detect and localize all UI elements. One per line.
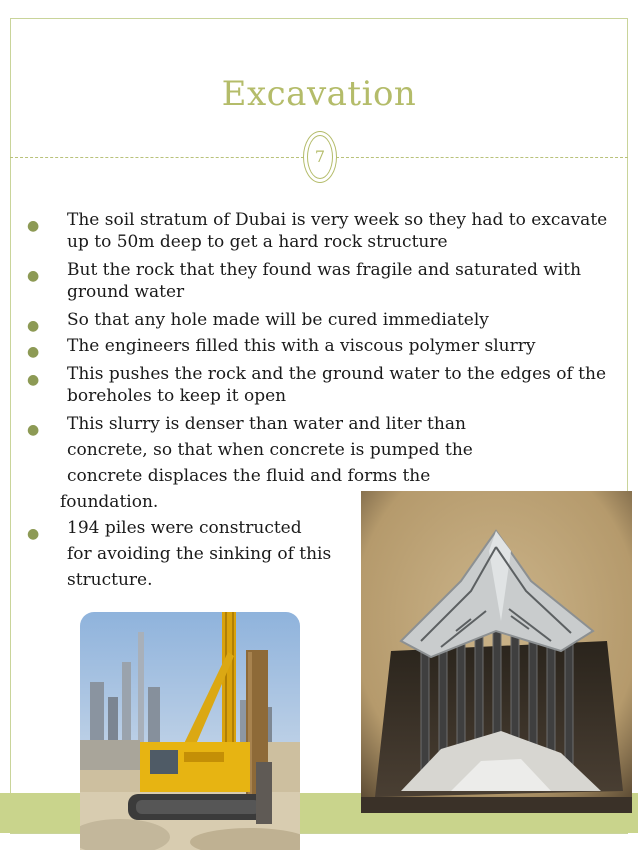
bullet-6-line-1: This slurry is denser than water and liter than — [67, 414, 466, 434]
page-number: 7 — [314, 147, 326, 166]
slide-title: Excavation — [221, 74, 417, 114]
foundation-piles-render — [361, 491, 632, 813]
bullet-dot-icon: ● — [27, 318, 40, 334]
bullet-dot-icon: ● — [27, 526, 40, 542]
bullet-1-line-2: up to 50m deep to get a hard rock structure — [67, 232, 448, 252]
bullet-6-line-4: foundation. — [60, 492, 159, 512]
bullet-4-line-1: The engineers filled this with a viscous polymer slurry — [67, 336, 536, 356]
bullet-2-line-2: ground water — [67, 282, 185, 302]
bullet-dot-icon: ● — [27, 372, 40, 388]
bullet-6-line-2: concrete, so that when concrete is pumped the — [67, 440, 473, 460]
bullet-7-line-1: 194 piles were constructed — [67, 518, 302, 538]
bullet-5-line-1: This pushes the rock and the ground water to the edges of the — [67, 364, 607, 384]
drilling-rig-photo — [80, 612, 300, 850]
title-rule-right — [336, 157, 628, 158]
bullet-7-line-3: structure. — [67, 570, 153, 590]
bullet-dot-icon: ● — [27, 218, 40, 234]
bullet-5-line-2: boreholes to keep it open — [67, 386, 287, 406]
title-rule-left — [10, 157, 304, 158]
page-number-badge — [303, 131, 337, 183]
bullet-3-line-1: So that any hole made will be cured immediately — [67, 310, 489, 330]
bullet-6-line-3: concrete displaces the fluid and forms the — [67, 466, 431, 486]
bullet-7-line-2: for avoiding the sinking of this — [67, 544, 332, 564]
bullet-1-line-1: The soil stratum of Dubai is very week so they had to excavate — [67, 210, 608, 230]
bullet-dot-icon: ● — [27, 268, 40, 284]
bullet-2-line-1: But the rock that they found was fragile and saturated with — [67, 260, 582, 280]
bullet-dot-icon: ● — [27, 422, 40, 438]
bullet-dot-icon: ● — [27, 344, 40, 360]
